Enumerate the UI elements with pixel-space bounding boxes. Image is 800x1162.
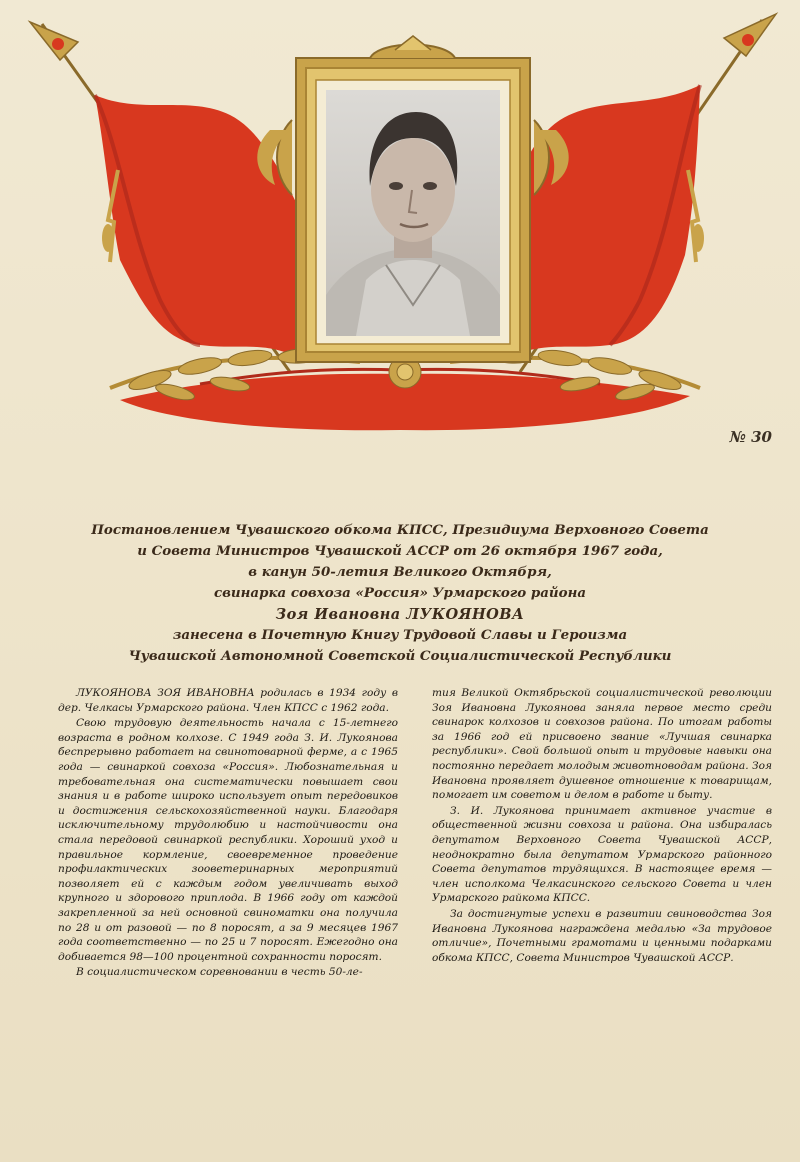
left-flag (30, 22, 300, 372)
biography-paragraph: В социалистическом соревновании в честь 50-ле- (76, 966, 363, 979)
biography-right-column (432, 686, 772, 980)
decree-text (40, 520, 760, 667)
biography-paragraph: З. И. Лукоянова принимает активное участие в общественной жизни совхоза и района. Она избиралась депутатом Верховного Совета Чувашской АССР, неоднократно была депутатом Урмарского районного Совета депутатов трудящихся. В настоящее время — член исполкома Челкасинского сельского Совета и член Урмарского райкома КПСС. (432, 804, 772, 905)
biography-left-column (58, 686, 398, 980)
biography-paragraph: За достигнутые успехи в развитии свиноводства Зоя Ивановна Лукоянова награждена медалью «За трудовое отличие», Почетными грамотами и ценными подарками обкома КПСС, Совета Министров Чувашской АССР. (432, 907, 772, 964)
portrait-photo (326, 90, 500, 336)
biography (58, 686, 772, 980)
biography-paragraph: тия Великой Октябрьской социалистической революции Зоя Ивановна Лукоянова заняла первое место среди свинарок колхозов и совхозов района. По итогам работы за 1966 год ей присвоено звание «Лучшая свинарка республики». Свой большой опыт и трудовые навыки она постоянно передает молодым животноводам района. Зоя Ивановна проявляет душевное отношение к товарищам, помогает им советом и делом в работе и быту. (432, 687, 772, 802)
decree-line: свинарка совхоза «Россия» Урмарского района (213, 585, 587, 601)
decree-line: Постановлением Чувашского обкома КПСС, Президиума Верховного Совета (91, 522, 709, 538)
decree-line: занесена в Почетную Книгу Трудовой Славы и Героизма (172, 627, 628, 643)
decree-line: Чувашской Автономной Советской Социалистической Республики (128, 648, 672, 664)
biography-paragraph: Свою трудовую деятельность начала с 15-летнего возраста в родном колхозе. С 1949 года З. И. Лукоянова беспрерывно работает на свинотоварной ферме, а с 1965 года — свинаркой совхоза «Россия». Любознательная и требовательная она систематически повышает свои знания и в работе широко использует опыт передовиков и достижения сельскохозяйственной науки. Благодаря исключительному трудолюбию и настойчивости она стала передовой свинаркой республики. Хороший уход и правильное кормление, своевременное проведение профилактических зооветеринарных мероприятий позволяет ей с каждым годом увеличивать выход крупного и здорового приплода. В 1966 году от каждой закрепленной за ней основной свиноматки она получила по 28 и от разовой — по 8 поросят, а за 9 месяцев 1967 года соответственно — по 25 и 7 поросят. Ежегодно она добивается 98—100 процентной сохранности поросят. (58, 717, 398, 963)
honoree-name: Зоя Ивановна ЛУКОЯНОВА (275, 606, 525, 623)
decree-line: в канун 50-летия Великого Октября, (248, 564, 552, 580)
decree-line: и Совета Министров Чувашской АССР от 26 октября 1967 года, (137, 543, 663, 559)
certificate-number: № 30 (729, 428, 772, 446)
right-flag (505, 14, 776, 372)
biography-paragraph: ЛУКОЯНОВА ЗОЯ ИВАНОВНА родилась в 1934 году в дер. Челкасы Урмарского района. Член КПСС с 1962 года. (58, 687, 398, 714)
